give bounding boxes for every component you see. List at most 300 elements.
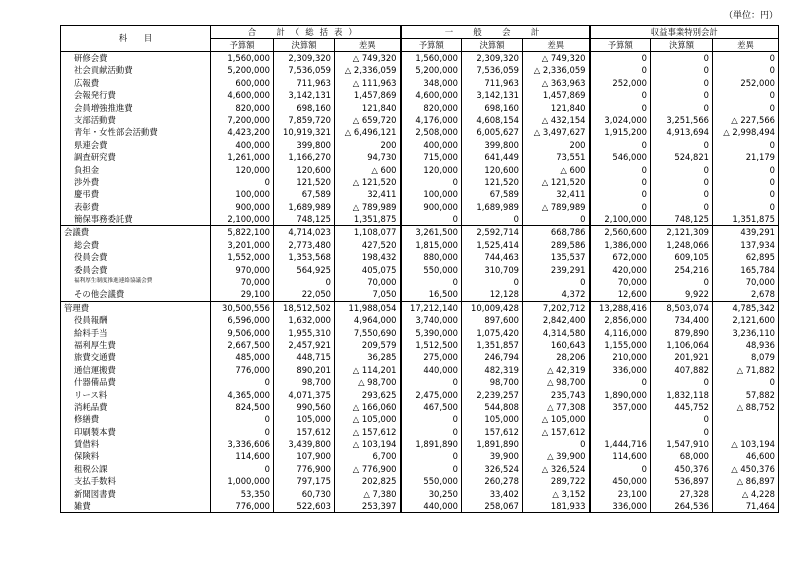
cell-general-actual: 33,402	[462, 488, 523, 500]
cell-total-actual: 3,142,131	[274, 89, 335, 101]
header-item: 科 目	[61, 26, 211, 52]
cell-total-actual: 4,714,023	[274, 226, 335, 239]
row-label: 印刷製本費	[61, 426, 211, 438]
cell-total-diff: 405,075	[335, 264, 401, 276]
cell-profit-actual: 0	[651, 52, 713, 65]
cell-profit-budget: 0	[590, 89, 651, 101]
row-label: 通信運搬費	[61, 364, 211, 376]
cell-profit-budget: 252,000	[590, 77, 651, 89]
cell-total-diff: 1,108,077	[335, 226, 401, 239]
cell-profit-diff	[713, 413, 779, 425]
cell-profit-actual: 0	[651, 164, 713, 176]
cell-general-actual: 1,891,890	[462, 438, 523, 450]
unit-label: （単位：円）	[723, 11, 778, 21]
table-row	[61, 139, 779, 151]
table-row	[61, 314, 779, 326]
cell-profit-actual: 0	[651, 139, 713, 151]
cell-profit-budget: 0	[590, 376, 651, 388]
row-label: 研修会費	[61, 52, 211, 65]
cell-total-actual: 4,071,375	[274, 389, 335, 401]
cell-general-actual: 260,278	[462, 475, 523, 487]
cell-profit-actual: 445,752	[651, 401, 713, 413]
cell-general-diff: 135,537	[523, 251, 590, 263]
cell-general-diff: △ 432,154	[523, 114, 590, 126]
cell-profit-actual: 609,105	[651, 251, 713, 263]
cell-profit-actual: 450,376	[651, 463, 713, 475]
cell-general-diff: △ 2,336,059	[523, 64, 590, 76]
table-row	[61, 213, 779, 226]
cell-total-diff: △ 776,900	[335, 463, 401, 475]
cell-general-budget: 900,000	[401, 201, 462, 213]
cell-total-budget: 776,000	[211, 364, 274, 376]
cell-total-diff: 11,988,054	[335, 301, 401, 314]
cell-profit-actual: 0	[651, 89, 713, 101]
cell-general-budget: 5,200,000	[401, 64, 462, 76]
cell-profit-actual: 254,216	[651, 264, 713, 276]
cell-total-diff: 4,964,000	[335, 314, 401, 326]
cell-total-diff: 36,285	[335, 351, 401, 363]
table-row	[61, 389, 779, 401]
header-diff: 差異	[335, 39, 401, 52]
cell-general-budget: 0	[401, 413, 462, 425]
table-row	[61, 413, 779, 425]
cell-total-budget: 600,000	[211, 77, 274, 89]
cell-general-budget: 100,000	[401, 188, 462, 200]
cell-profit-diff: 165,784	[713, 264, 779, 276]
cell-total-diff: 32,411	[335, 188, 401, 200]
cell-general-diff: 0	[523, 438, 590, 450]
cell-general-actual: 7,536,059	[462, 64, 523, 76]
cell-profit-budget: 2,856,000	[590, 314, 651, 326]
cell-total-actual: 711,963	[274, 77, 335, 89]
cell-profit-diff: 0	[713, 188, 779, 200]
row-label: 会員増強推進費	[61, 102, 211, 114]
row-label: 渉外費	[61, 176, 211, 188]
cell-general-budget: 0	[401, 376, 462, 388]
cell-general-diff: 4,314,580	[523, 327, 590, 339]
cell-general-budget: 5,390,000	[401, 327, 462, 339]
cell-general-budget: 467,500	[401, 401, 462, 413]
cell-total-actual: 60,730	[274, 488, 335, 500]
cell-general-budget: 440,000	[401, 364, 462, 376]
cell-general-diff: △ 157,612	[523, 426, 590, 438]
cell-profit-diff	[713, 426, 779, 438]
cell-profit-actual: 68,000	[651, 451, 713, 463]
table-body	[61, 52, 779, 513]
cell-total-budget: 9,506,000	[211, 327, 274, 339]
cell-general-diff: △ 77,308	[523, 401, 590, 413]
cell-total-diff: 94,730	[335, 151, 401, 163]
cell-profit-diff: 48,936	[713, 339, 779, 351]
cell-total-budget: 900,000	[211, 201, 274, 213]
cell-total-diff: 6,700	[335, 451, 401, 463]
cell-profit-diff: 2,678	[713, 288, 779, 301]
cell-profit-actual: 0	[651, 426, 713, 438]
cell-general-actual: 258,067	[462, 500, 523, 513]
cell-general-budget: 0	[401, 463, 462, 475]
row-label: 支部活動費	[61, 114, 211, 126]
cell-profit-diff: 439,291	[713, 226, 779, 239]
cell-total-actual: 399,800	[274, 139, 335, 151]
cell-profit-diff: 62,895	[713, 251, 779, 263]
cell-general-diff: △ 121,520	[523, 176, 590, 188]
cell-total-budget: 0	[211, 376, 274, 388]
cell-total-budget: 100,000	[211, 188, 274, 200]
table-row	[61, 276, 779, 288]
cell-total-budget: 1,261,000	[211, 151, 274, 163]
cell-profit-diff: △ 4,228	[713, 488, 779, 500]
row-label: 給料手当	[61, 327, 211, 339]
cell-general-diff: 73,551	[523, 151, 590, 163]
cell-profit-diff: 1,351,875	[713, 213, 779, 226]
table-row	[61, 475, 779, 487]
cell-total-budget: 114,600	[211, 451, 274, 463]
cell-profit-diff: 0	[713, 52, 779, 65]
row-label: 役員報酬	[61, 314, 211, 326]
cell-profit-actual: 1,832,118	[651, 389, 713, 401]
header-budget: 予算額	[401, 39, 462, 52]
cell-profit-budget: 12,600	[590, 288, 651, 301]
header-actual: 決算額	[651, 39, 713, 52]
cell-general-diff: 160,643	[523, 339, 590, 351]
cell-total-diff: △ 157,612	[335, 426, 401, 438]
cell-general-diff: △ 600	[523, 164, 590, 176]
row-label: 表彰費	[61, 201, 211, 213]
cell-profit-actual: 734,400	[651, 314, 713, 326]
cell-total-diff: △ 98,700	[335, 376, 401, 388]
cell-general-actual: 482,319	[462, 364, 523, 376]
cell-profit-budget	[590, 426, 651, 438]
cell-total-actual: 0	[274, 276, 335, 288]
table-row	[61, 114, 779, 126]
row-label: 消耗品費	[61, 401, 211, 413]
cell-general-diff: 0	[523, 276, 590, 288]
cell-general-budget: 275,000	[401, 351, 462, 363]
cell-total-diff: △ 749,320	[335, 52, 401, 65]
cell-profit-diff: 3,236,110	[713, 327, 779, 339]
cell-profit-budget: 357,000	[590, 401, 651, 413]
cell-total-budget: 776,000	[211, 500, 274, 513]
cell-total-actual: 7,536,059	[274, 64, 335, 76]
cell-total-budget: 0	[211, 426, 274, 438]
row-label: 会議費	[61, 226, 211, 239]
table-row	[61, 164, 779, 176]
table-row	[61, 288, 779, 301]
cell-profit-actual: 748,125	[651, 213, 713, 226]
table-row	[61, 201, 779, 213]
cell-general-budget: 17,212,140	[401, 301, 462, 314]
cell-profit-actual: 1,547,910	[651, 438, 713, 450]
cell-profit-actual: 0	[651, 276, 713, 288]
cell-profit-diff: △ 227,566	[713, 114, 779, 126]
row-label: 役員会費	[61, 251, 211, 263]
cell-general-diff: △ 39,900	[523, 451, 590, 463]
cell-total-actual: 120,600	[274, 164, 335, 176]
row-label: 新聞図書費	[61, 488, 211, 500]
table-row	[61, 376, 779, 388]
cell-general-budget: 400,000	[401, 139, 462, 151]
cell-total-actual: 1,166,270	[274, 151, 335, 163]
cell-profit-actual: 201,921	[651, 351, 713, 363]
cell-general-diff: △ 363,963	[523, 77, 590, 89]
cell-profit-budget	[590, 413, 651, 425]
cell-general-actual: 98,700	[462, 376, 523, 388]
cell-general-budget: 820,000	[401, 102, 462, 114]
cell-general-actual: 326,524	[462, 463, 523, 475]
cell-profit-budget: 336,000	[590, 364, 651, 376]
cell-profit-budget: 1,386,000	[590, 239, 651, 251]
cell-total-actual: 1,955,310	[274, 327, 335, 339]
cell-general-budget: 0	[401, 276, 462, 288]
cell-profit-diff: 46,600	[713, 451, 779, 463]
cell-profit-actual: 9,922	[651, 288, 713, 301]
cell-total-diff: 1,457,869	[335, 89, 401, 101]
row-label: 福利厚生制度推進連絡協議会費	[61, 276, 211, 288]
cell-total-budget: 4,365,000	[211, 389, 274, 401]
cell-general-diff: 239,291	[523, 264, 590, 276]
cell-general-diff: 289,722	[523, 475, 590, 487]
table-row	[61, 89, 779, 101]
cell-total-diff: △ 105,000	[335, 413, 401, 425]
cell-total-diff: △ 659,720	[335, 114, 401, 126]
cell-general-diff: 289,586	[523, 239, 590, 251]
cell-total-diff: 427,520	[335, 239, 401, 251]
cell-general-actual: 0	[462, 276, 523, 288]
cell-total-budget: 1,000,000	[211, 475, 274, 487]
cell-general-budget: 3,740,000	[401, 314, 462, 326]
cell-general-actual: 2,239,257	[462, 389, 523, 401]
cell-profit-budget: 1,155,000	[590, 339, 651, 351]
row-label: 慶弔費	[61, 188, 211, 200]
row-label: 租税公課	[61, 463, 211, 475]
row-label: 雑費	[61, 500, 211, 513]
table-row	[61, 451, 779, 463]
row-label: 県連会費	[61, 139, 211, 151]
cell-general-actual: 310,709	[462, 264, 523, 276]
cell-total-actual: 105,000	[274, 413, 335, 425]
cell-profit-diff: △ 103,194	[713, 438, 779, 450]
cell-profit-diff: 0	[713, 139, 779, 151]
cell-profit-actual: 3,251,566	[651, 114, 713, 126]
cell-general-diff: 121,840	[523, 102, 590, 114]
cell-total-actual: 1,689,989	[274, 201, 335, 213]
header-diff: 差異	[713, 39, 779, 52]
row-label: 委員会費	[61, 264, 211, 276]
row-label: 管理費	[61, 301, 211, 314]
cell-profit-diff: 70,000	[713, 276, 779, 288]
cell-total-budget: 5,822,100	[211, 226, 274, 239]
cell-total-actual: 107,900	[274, 451, 335, 463]
table-row	[61, 426, 779, 438]
cell-general-actual: 4,608,154	[462, 114, 523, 126]
cell-total-actual: 3,439,800	[274, 438, 335, 450]
cell-profit-budget: 2,560,600	[590, 226, 651, 239]
cell-profit-actual: 0	[651, 102, 713, 114]
cell-general-actual: 39,900	[462, 451, 523, 463]
cell-profit-budget: 23,100	[590, 488, 651, 500]
cell-total-diff: 121,840	[335, 102, 401, 114]
cell-total-budget: 0	[211, 176, 274, 188]
cell-general-actual: 1,351,857	[462, 339, 523, 351]
cell-total-diff: 293,625	[335, 389, 401, 401]
cell-general-budget: 1,560,000	[401, 52, 462, 65]
cell-general-budget: 1,512,500	[401, 339, 462, 351]
cell-general-actual: 12,128	[462, 288, 523, 301]
cell-general-diff: 181,933	[523, 500, 590, 513]
row-label: 会報発行費	[61, 89, 211, 101]
row-label: 保険料	[61, 451, 211, 463]
cell-total-diff: △ 114,201	[335, 364, 401, 376]
table-row	[61, 102, 779, 114]
cell-general-actual: 105,000	[462, 413, 523, 425]
cell-general-actual: 121,520	[462, 176, 523, 188]
table-row	[61, 364, 779, 376]
cell-total-diff: 70,000	[335, 276, 401, 288]
cell-total-actual: 448,715	[274, 351, 335, 363]
cell-profit-budget: 2,100,000	[590, 213, 651, 226]
table-row	[61, 339, 779, 351]
cell-profit-budget: 3,024,000	[590, 114, 651, 126]
cell-general-diff: △ 749,320	[523, 52, 590, 65]
cell-general-actual: 67,589	[462, 188, 523, 200]
cell-profit-actual: 0	[651, 176, 713, 188]
cell-general-budget: 0	[401, 176, 462, 188]
header-budget: 予算額	[211, 39, 274, 52]
cell-profit-diff: 57,882	[713, 389, 779, 401]
cell-total-budget: 824,500	[211, 401, 274, 413]
cell-total-budget: 820,000	[211, 102, 274, 114]
cell-profit-actual: 0	[651, 201, 713, 213]
cell-general-diff: 668,786	[523, 226, 590, 239]
cell-total-budget: 3,201,000	[211, 239, 274, 251]
cell-profit-budget: 1,915,200	[590, 126, 651, 138]
cell-general-diff: △ 42,319	[523, 364, 590, 376]
cell-profit-diff: 0	[713, 176, 779, 188]
cell-profit-budget: 210,000	[590, 351, 651, 363]
row-label: 社会貢献活動費	[61, 64, 211, 76]
header-group-profit: 収益事業特別会計	[590, 26, 779, 39]
cell-general-diff: 4,372	[523, 288, 590, 301]
cell-total-budget: 4,423,200	[211, 126, 274, 138]
cell-total-budget: 400,000	[211, 139, 274, 151]
cell-general-budget: 0	[401, 213, 462, 226]
table-row	[61, 251, 779, 263]
cell-general-diff: △ 789,989	[523, 201, 590, 213]
cell-general-actual: 6,005,627	[462, 126, 523, 138]
cell-total-diff: △ 166,060	[335, 401, 401, 413]
cell-total-budget: 70,000	[211, 276, 274, 288]
cell-general-budget: 0	[401, 451, 462, 463]
cell-profit-budget: 0	[590, 176, 651, 188]
cell-total-budget: 30,500,556	[211, 301, 274, 314]
cell-profit-budget: 4,116,000	[590, 327, 651, 339]
cell-total-budget: 53,350	[211, 488, 274, 500]
table-row	[61, 264, 779, 276]
cell-profit-budget: 420,000	[590, 264, 651, 276]
cell-profit-diff: 0	[713, 164, 779, 176]
cell-total-budget: 1,560,000	[211, 52, 274, 65]
cell-total-actual: 698,160	[274, 102, 335, 114]
cell-total-budget: 5,200,000	[211, 64, 274, 76]
cell-total-diff: 7,050	[335, 288, 401, 301]
cell-general-budget: 550,000	[401, 475, 462, 487]
cell-total-budget: 7,200,000	[211, 114, 274, 126]
cell-total-budget: 29,100	[211, 288, 274, 301]
cell-profit-budget: 114,600	[590, 451, 651, 463]
cell-profit-budget: 672,000	[590, 251, 651, 263]
table-row	[61, 401, 779, 413]
cell-general-actual: 544,808	[462, 401, 523, 413]
cell-total-budget: 4,600,000	[211, 89, 274, 101]
cell-general-budget: 2,475,000	[401, 389, 462, 401]
cell-total-budget: 2,100,000	[211, 213, 274, 226]
cell-profit-actual: 8,503,074	[651, 301, 713, 314]
cell-general-diff: 32,411	[523, 188, 590, 200]
row-label: 広報費	[61, 77, 211, 89]
table-row	[61, 463, 779, 475]
cell-total-actual: 890,201	[274, 364, 335, 376]
row-label: 調査研究費	[61, 151, 211, 163]
cell-profit-diff: 0	[713, 102, 779, 114]
cell-profit-budget: 0	[590, 102, 651, 114]
cell-profit-actual: 264,536	[651, 500, 713, 513]
cell-general-budget: 30,250	[401, 488, 462, 500]
table-row	[61, 176, 779, 188]
row-label: 総会費	[61, 239, 211, 251]
cell-general-budget: 3,261,500	[401, 226, 462, 239]
cell-general-budget: 715,000	[401, 151, 462, 163]
cell-profit-diff: 0	[713, 376, 779, 388]
cell-total-diff: △ 789,989	[335, 201, 401, 213]
budget-table	[60, 25, 779, 513]
cell-total-budget: 970,000	[211, 264, 274, 276]
row-label: リース料	[61, 389, 211, 401]
cell-total-diff: △ 111,963	[335, 77, 401, 89]
table-row	[61, 151, 779, 163]
cell-profit-diff: 71,464	[713, 500, 779, 513]
cell-general-diff: 2,842,400	[523, 314, 590, 326]
cell-total-diff: 1,351,875	[335, 213, 401, 226]
cell-total-actual: 18,512,502	[274, 301, 335, 314]
cell-general-budget: 16,500	[401, 288, 462, 301]
cell-total-diff: 202,825	[335, 475, 401, 487]
cell-profit-budget: 0	[590, 463, 651, 475]
table-row	[61, 77, 779, 89]
cell-total-budget: 1,552,000	[211, 251, 274, 263]
cell-profit-actual: 879,890	[651, 327, 713, 339]
cell-general-actual: 744,463	[462, 251, 523, 263]
cell-profit-diff: △ 71,882	[713, 364, 779, 376]
cell-total-diff: 200	[335, 139, 401, 151]
cell-profit-actual: 1,106,064	[651, 339, 713, 351]
cell-general-actual: 1,075,420	[462, 327, 523, 339]
cell-profit-diff: 2,121,600	[713, 314, 779, 326]
row-label: 什器備品費	[61, 376, 211, 388]
cell-profit-actual: 0	[651, 376, 713, 388]
cell-general-budget: 0	[401, 426, 462, 438]
table-row	[61, 188, 779, 200]
cell-profit-budget: 1,890,000	[590, 389, 651, 401]
cell-general-budget: 1,815,000	[401, 239, 462, 251]
cell-total-diff: 7,550,690	[335, 327, 401, 339]
cell-profit-budget: 546,000	[590, 151, 651, 163]
cell-total-actual: 2,309,320	[274, 52, 335, 65]
cell-general-diff: 28,206	[523, 351, 590, 363]
cell-general-budget: 120,000	[401, 164, 462, 176]
row-label: 旅費交通費	[61, 351, 211, 363]
cell-profit-budget: 0	[590, 52, 651, 65]
cell-general-diff: 7,202,712	[523, 301, 590, 314]
